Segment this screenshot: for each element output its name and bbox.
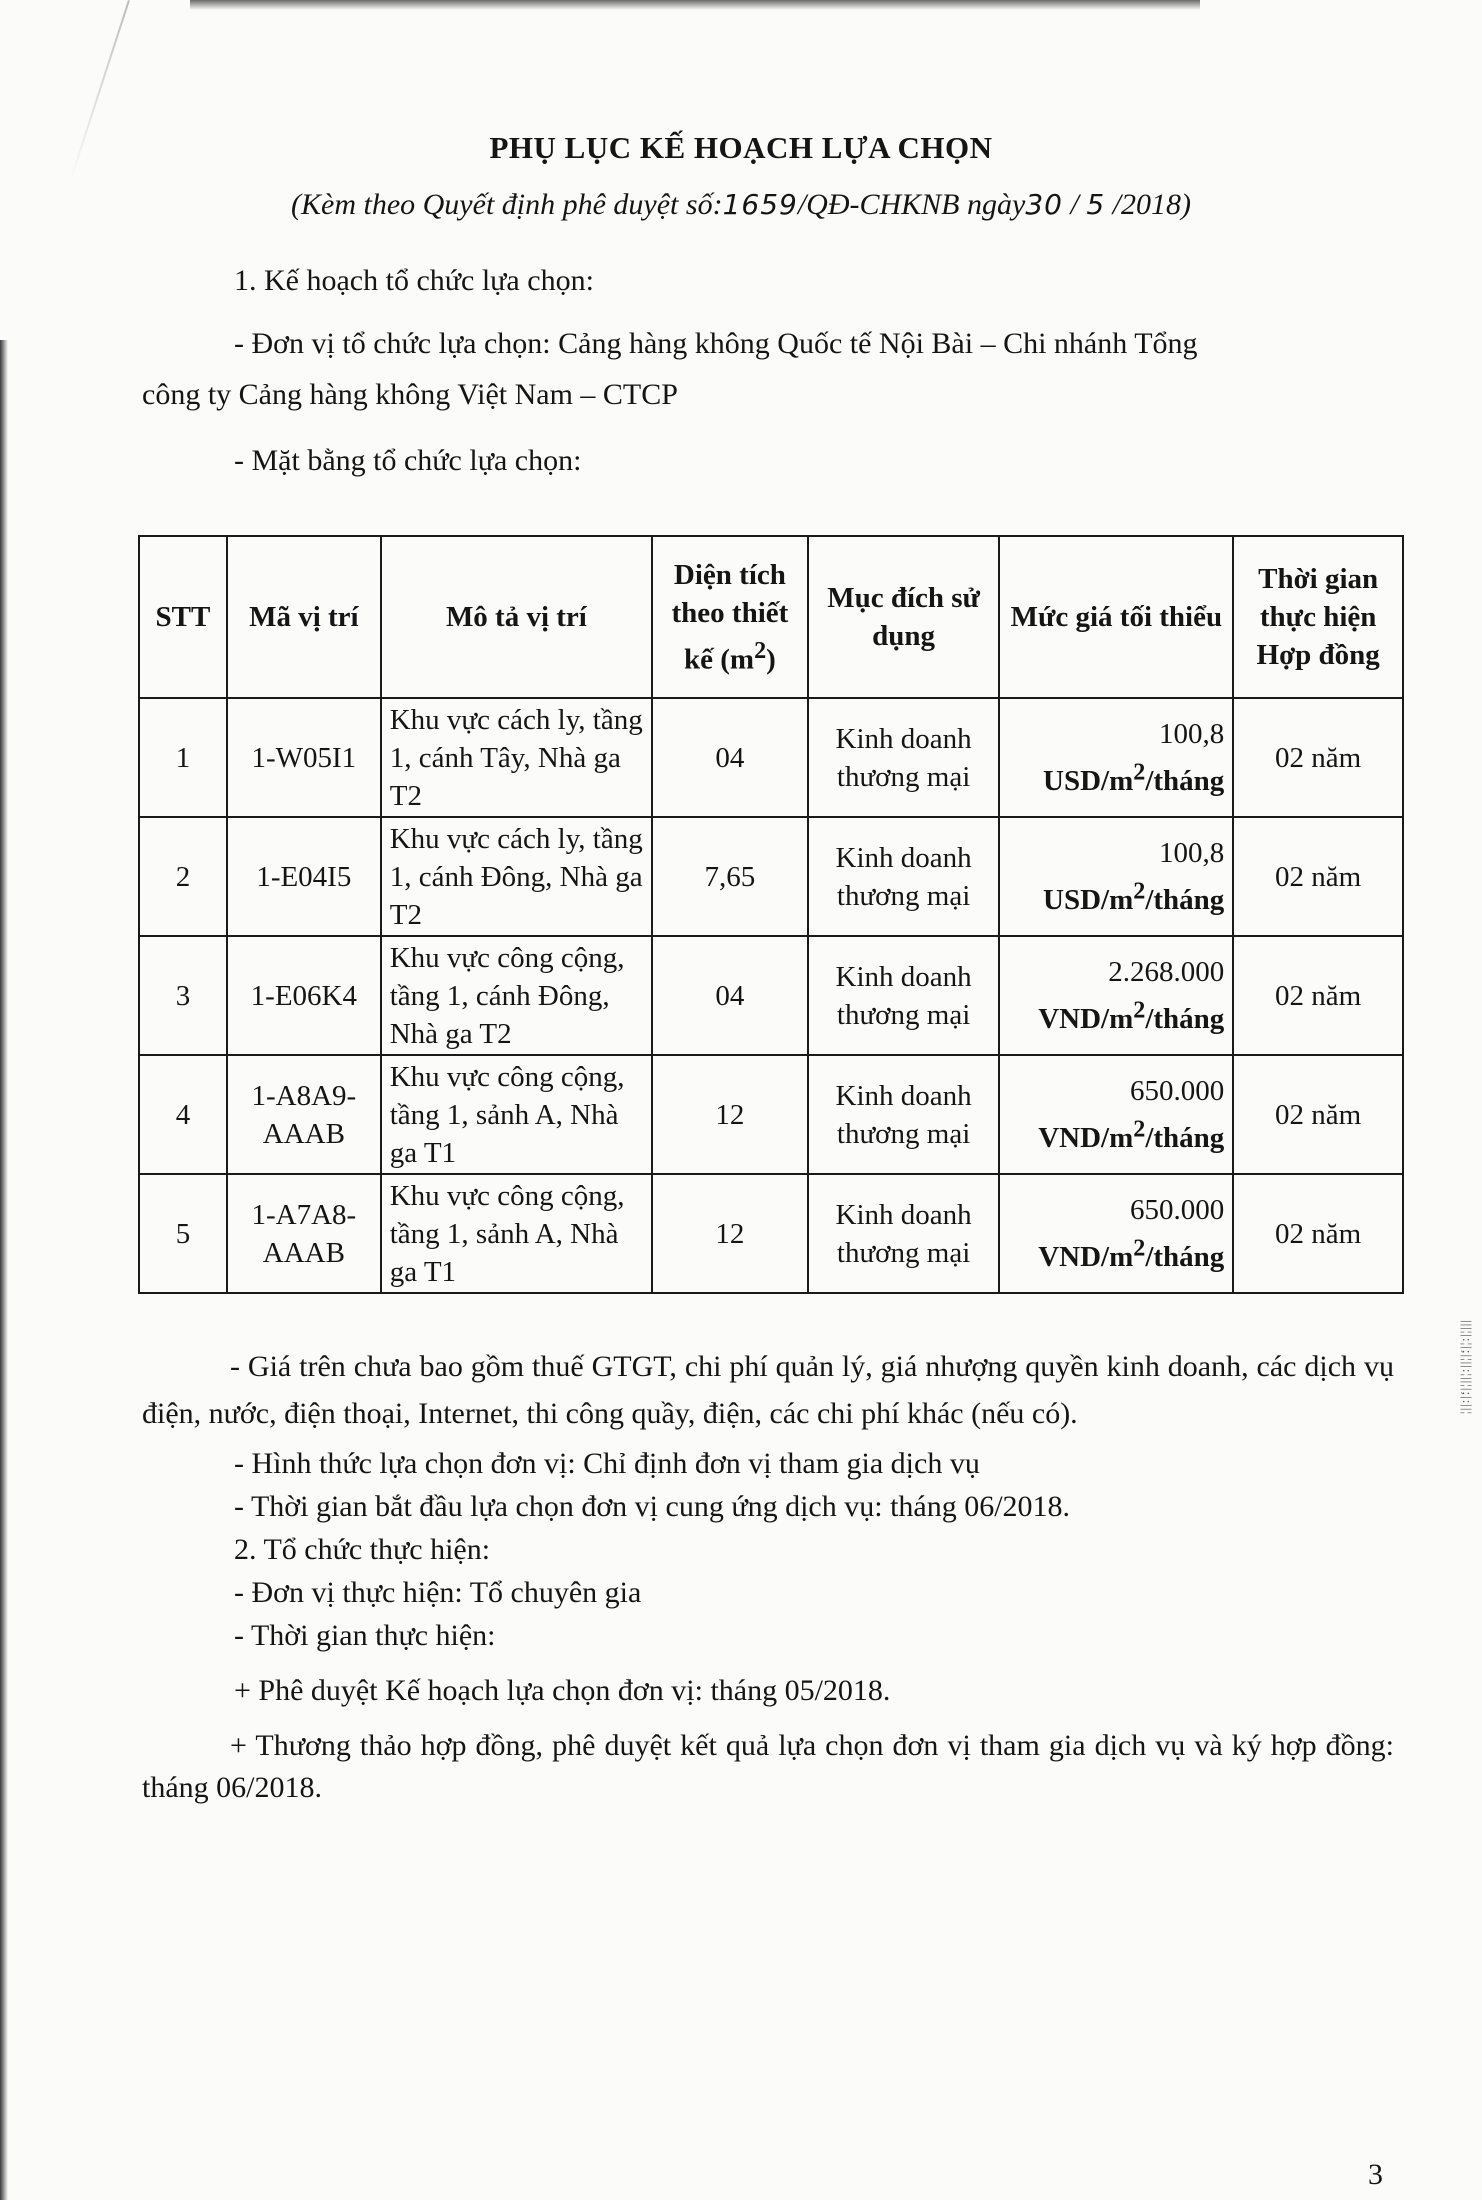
cell-purpose: Kinh doanh thương mại — [808, 698, 1000, 817]
cell-duration: 02 năm — [1233, 698, 1403, 817]
section1-heading: 1. Kế hoạch tổ chức lựa chọn: — [234, 264, 594, 297]
cell-price — [999, 698, 1233, 817]
header-description: Mô tả vị trí — [381, 536, 652, 698]
cell-description: Khu vực công cộng, tầng 1, sảnh A, Nhà ga T1 — [381, 1174, 652, 1293]
cell-stt: 5 — [139, 1174, 227, 1293]
margin-seal-marks: |||¦|:¦|;|¦||:¦||¦|;|:||¦ — [1460, 1320, 1475, 1416]
cell-area: 12 — [652, 1055, 808, 1174]
cell-price — [999, 936, 1233, 1055]
cell-purpose: Kinh doanh thương mại — [808, 817, 1000, 936]
decision-middle: /QĐ-CHKNB ngày — [797, 188, 1026, 221]
cell-stt: 2 — [139, 817, 227, 936]
cell-duration: 02 năm — [1233, 1174, 1403, 1293]
decision-month-handwritten: 5 — [1086, 188, 1106, 221]
cell-area: 04 — [652, 936, 808, 1055]
price-value: 2.268.000 — [1108, 956, 1225, 989]
header-purpose: Mục đích sử dụng — [808, 536, 1000, 698]
cell-duration: 02 năm — [1233, 817, 1403, 936]
cell-duration: 02 năm — [1233, 936, 1403, 1055]
table-row — [139, 698, 1403, 817]
execution-time: - Thời gian thực hiện: — [234, 1619, 496, 1652]
cell-price — [999, 1055, 1233, 1174]
premises-table — [138, 535, 1404, 1294]
cell-stt: 1 — [139, 698, 227, 817]
header-duration: Thời gian thực hiện Hợp đồng — [1233, 536, 1403, 698]
premises-heading: - Mặt bằng tổ chức lựa chọn: — [234, 444, 582, 477]
cell-duration: 02 năm — [1233, 1055, 1403, 1174]
price-value: 650.000 — [1130, 1194, 1225, 1227]
header-area: Diện tích theo thiết kế $(m^2)$ — [652, 536, 808, 698]
organizer-line1: - Đơn vị tổ chức lựa chọn: Cảng hàng không Quốc tế Nội Bài – Chi nhánh Tổng — [234, 327, 1198, 360]
price-unit: VND/$m^2$/tháng — [1038, 1115, 1225, 1154]
price-note: - Giá trên chưa bao gồm thuế GTGT, chi phí quản lý, giá nhượng quyền kinh doanh, các dịch vụ điện, nước, điện thoại, Internet, thi công quầy, điện, các chi phí khác (nếu có). — [142, 1350, 1394, 1430]
cell-code: 1-E06K4 — [227, 936, 381, 1055]
cell-purpose: Kinh doanh thương mại — [808, 1174, 1000, 1293]
decision-number-handwritten: 1659 — [722, 188, 798, 221]
header-stt: STT — [139, 536, 227, 698]
price-value: 100,8 — [1159, 718, 1225, 751]
cell-description: Khu vực công cộng, tầng 1, sảnh A, Nhà ga T1 — [381, 1055, 652, 1174]
price-unit: USD/$m^2$/tháng — [1043, 758, 1225, 797]
cell-code: 1-A8A9-AAAB — [227, 1055, 381, 1174]
page-title: PHỤ LỤC KẾ HOẠCH LỰA CHỌN — [489, 130, 993, 165]
cell-description: Khu vực công cộng, tầng 1, cánh Đông, Nhà ga T2 — [381, 936, 652, 1055]
cell-area: 7,65 — [652, 817, 808, 936]
header-price: Mức giá tối thiểu — [999, 536, 1233, 698]
table-header-row — [139, 536, 1403, 698]
decision-reference — [0, 188, 1482, 222]
cell-description: Khu vực cách ly, tầng 1, cánh Tây, Nhà ga T2 — [381, 698, 652, 817]
section2-heading: 2. Tổ chức thực hiện: — [234, 1533, 491, 1566]
price-value: 650.000 — [1130, 1075, 1225, 1108]
decision-suffix: /2018) — [1105, 188, 1191, 221]
executor: - Đơn vị thực hiện: Tổ chuyên gia — [234, 1576, 642, 1609]
page-number: 3 — [1368, 2158, 1383, 2191]
step-approve-plan: + Phê duyệt Kế hoạch lựa chọn đơn vị: tháng 05/2018. — [234, 1674, 891, 1707]
cell-area: 04 — [652, 698, 808, 817]
cell-description: Khu vực cách ly, tầng 1, cánh Đông, Nhà ga T2 — [381, 817, 652, 936]
price-value: 100,8 — [1159, 837, 1225, 870]
price-unit: VND/$m^2$/tháng — [1038, 996, 1225, 1035]
scan-left-edge-shadow — [0, 340, 8, 2200]
cell-code: 1-W05I1 — [227, 698, 381, 817]
table-row — [139, 1174, 1403, 1293]
cell-area: 12 — [652, 1174, 808, 1293]
selection-start: - Thời gian bắt đầu lựa chọn đơn vị cung ứng dịch vụ: tháng 06/2018. — [234, 1490, 1071, 1523]
decision-prefix: (Kèm theo Quyết định phê duyệt số: — [291, 188, 723, 221]
date-separator: / — [1062, 188, 1087, 221]
cell-price — [999, 817, 1233, 936]
cell-purpose: Kinh doanh thương mại — [808, 1055, 1000, 1174]
selection-form: - Hình thức lựa chọn đơn vị: Chỉ định đơn vị tham gia dịch vụ — [234, 1447, 980, 1480]
cell-purpose: Kinh doanh thương mại — [808, 936, 1000, 1055]
cell-stt: 3 — [139, 936, 227, 1055]
decision-day-handwritten: 30 — [1025, 188, 1063, 221]
table-row — [139, 936, 1403, 1055]
scan-top-edge-shadow — [190, 0, 1200, 10]
organizer-line2: công ty Cảng hàng không Việt Nam – CTCP — [142, 378, 678, 411]
step-negotiate-contract: + Thương thảo hợp đồng, phê duyệt kết quả lựa chọn đơn vị tham gia dịch vụ và ký hợp đồng: tháng 06/2018. — [142, 1729, 1394, 1804]
table-row — [139, 817, 1403, 936]
table-row — [139, 1055, 1403, 1174]
cell-price — [999, 1174, 1233, 1293]
cell-code: 1-E04I5 — [227, 817, 381, 936]
header-code: Mã vị trí — [227, 536, 381, 698]
price-unit: USD/$m^2$/tháng — [1043, 877, 1225, 916]
price-unit: VND/$m^2$/tháng — [1038, 1234, 1225, 1273]
cell-stt: 4 — [139, 1055, 227, 1174]
cell-code: 1-A7A8-AAAB — [227, 1174, 381, 1293]
